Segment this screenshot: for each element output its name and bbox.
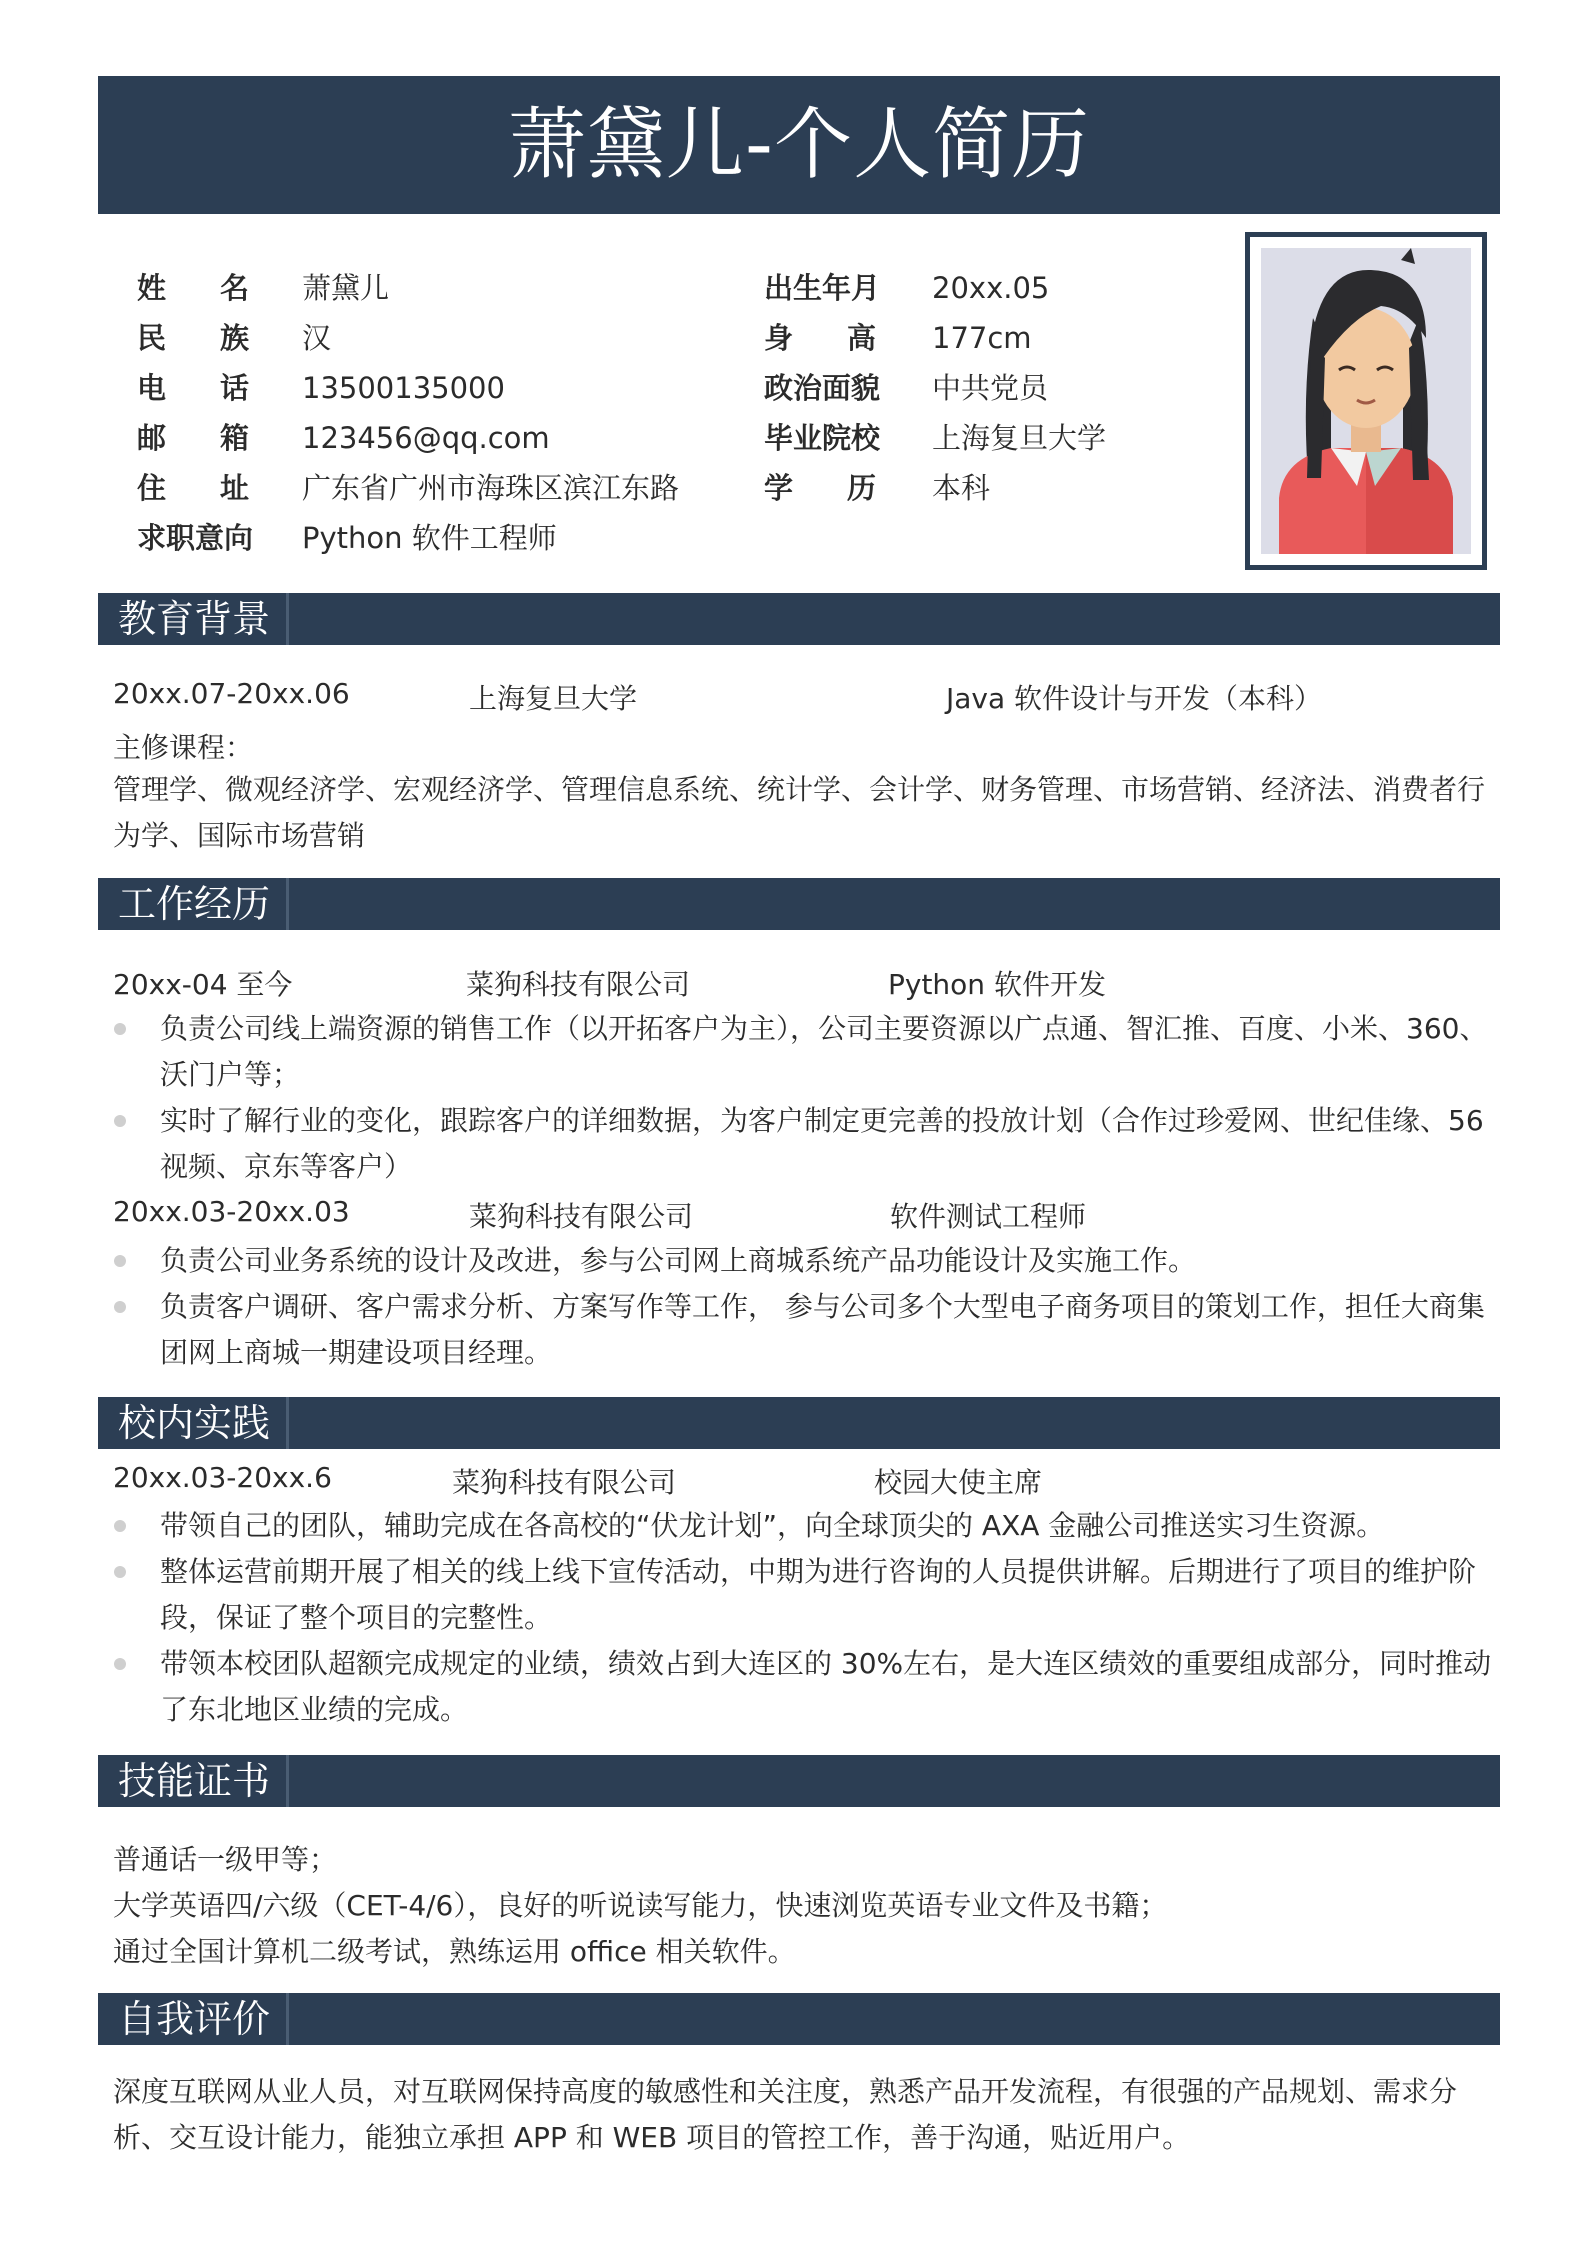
job-bullet: 负责公司业务系统的设计及改进，参与公司网上商城系统产品功能设计及实施工作。 xyxy=(160,1244,1197,1277)
edu-major: Java 软件设计与开发（本科） xyxy=(946,682,1323,715)
info-row-birth xyxy=(764,263,1106,313)
job-bullet: 负责公司线上端资源的销售工作（以开拓客户为主），公司主要资源以广点通、智汇推、百度、小米、360、沃门户等； xyxy=(160,1012,1488,1091)
bullet-dot xyxy=(114,1520,126,1532)
label-char: 话 xyxy=(219,371,249,405)
job-company: 菜狗科技有限公司 xyxy=(469,1200,694,1233)
edu-courses: 管理学、微观经济学、宏观经济学、管理信息系统、统计学、会计学、财务管理、市场营销、经济法、消费者行为学、国际市场营销 xyxy=(113,773,1486,852)
resume-title: 萧黛儿-个人简历 xyxy=(98,76,1500,214)
politics-label: 政治面貌 xyxy=(764,371,881,405)
campus-company: 菜狗科技有限公司 xyxy=(452,1466,677,1499)
label-char: 民 xyxy=(137,321,167,355)
job-bullet: 负责客户调研、客户需求分析、方案写作等工作， 参与公司多个大型电子商务项目的策划工作，担任大商集团网上商城一期建设项目经理。 xyxy=(160,1290,1485,1369)
label-char: 住 xyxy=(137,471,167,505)
bullet-dot xyxy=(114,1023,126,1035)
info-height: 177cm xyxy=(932,321,1032,355)
campus-bullet: 带领本校团队超额完成规定的业绩，绩效占到大连区的 30%左右，是大连区绩效的重要组成部分，同时推动了东北地区业绩的完成。 xyxy=(160,1647,1492,1726)
label-char: 历 xyxy=(846,471,876,505)
info-birth: 20xx.05 xyxy=(932,271,1050,305)
info-phone: 13500135000 xyxy=(302,371,505,405)
info-row-height xyxy=(764,313,1106,363)
bullet-dot xyxy=(114,1566,126,1578)
campus-bullet: 带领自己的团队，辅助完成在各高校的“伏龙计划”，向全球顶尖的 AXA 金融公司推送实习生资源。 xyxy=(160,1509,1385,1542)
info-row-objective xyxy=(137,513,679,563)
info-row-ethnicity xyxy=(137,313,679,363)
job-role: 软件测试工程师 xyxy=(890,1200,1087,1233)
job-role: Python 软件开发 xyxy=(888,968,1106,1001)
info-ethnicity: 汉 xyxy=(302,321,332,355)
section-work xyxy=(98,878,1500,930)
info-row-email xyxy=(137,413,679,463)
info-row-degree xyxy=(764,463,1106,513)
profile-photo xyxy=(1245,232,1487,570)
label-char: 名 xyxy=(219,271,249,305)
campus-role: 校园大使主席 xyxy=(874,1466,1043,1499)
bullet-dot xyxy=(114,1115,126,1127)
edu-period: 20xx.07-20xx.06 xyxy=(113,677,350,710)
campus-period: 20xx.03-20xx.6 xyxy=(113,1461,332,1494)
bullet-dot xyxy=(114,1255,126,1267)
section-title: 教育背景 xyxy=(98,593,289,645)
section-education xyxy=(98,593,1500,645)
job-company: 菜狗科技有限公司 xyxy=(466,968,691,1001)
edu-courses-label: 主修课程： xyxy=(113,731,254,764)
job-period: 20xx.03-20xx.03 xyxy=(113,1195,350,1228)
section-title: 校内实践 xyxy=(98,1397,289,1449)
section-skills xyxy=(98,1755,1500,1807)
info-name: 萧黛儿 xyxy=(302,271,390,305)
info-row-address xyxy=(137,463,679,513)
bullet-dot xyxy=(114,1658,126,1670)
birth-label: 出生年月 xyxy=(764,271,881,305)
basic-info-right xyxy=(764,263,1106,513)
info-email: 123456@qq.com xyxy=(302,421,550,455)
info-row-school xyxy=(764,413,1106,463)
section-campus xyxy=(98,1397,1500,1449)
label-char: 身 xyxy=(764,321,794,355)
edu-school: 上海复旦大学 xyxy=(469,682,638,715)
label-char: 箱 xyxy=(219,421,249,455)
avatar-illustration-icon xyxy=(1261,248,1471,554)
campus-bullet: 整体运营前期开展了相关的线上线下宣传活动，中期为进行咨询的人员提供讲解。后期进行了项目的维护阶段，保证了整个项目的完整性。 xyxy=(160,1555,1477,1634)
self-eval-text: 深度互联网从业人员，对互联网保持高度的敏感性和关注度，熟悉产品开发流程，有很强的产品规划、需求分析、交互设计能力，能独立承担 APP 和 WEB 项目的管控工作，善于沟通，贴近用户。 xyxy=(113,2075,1458,2154)
info-degree: 本科 xyxy=(932,471,991,505)
info-politics: 中共党员 xyxy=(932,371,1049,405)
section-title: 工作经历 xyxy=(98,878,289,930)
job-bullet: 实时了解行业的变化，跟踪客户的详细数据，为客户制定更完善的投放计划（合作过珍爱网、世纪佳缘、56 视频、京东等客户） xyxy=(160,1104,1484,1183)
label-char: 址 xyxy=(219,471,249,505)
label-char: 学 xyxy=(764,471,794,505)
section-self-eval xyxy=(98,1993,1500,2045)
basic-info-left xyxy=(137,263,679,563)
label-char: 姓 xyxy=(137,271,167,305)
label-char: 族 xyxy=(219,321,249,355)
skill-item: 普通话一级甲等； xyxy=(113,1843,338,1876)
info-objective: Python 软件工程师 xyxy=(302,521,557,555)
job-period: 20xx-04 至今 xyxy=(113,968,293,1001)
label-char: 邮 xyxy=(137,421,167,455)
info-row-phone xyxy=(137,363,679,413)
bullet-dot xyxy=(114,1301,126,1313)
info-school: 上海复旦大学 xyxy=(932,421,1107,455)
info-address: 广东省广州市海珠区滨江东路 xyxy=(302,471,680,505)
info-row-politics xyxy=(764,363,1106,413)
section-title: 技能证书 xyxy=(98,1755,289,1807)
skill-item: 通过全国计算机二级考试，熟练运用 office 相关软件。 xyxy=(113,1935,796,1968)
skill-item: 大学英语四/六级（CET-4/6），良好的听说读写能力，快速浏览英语专业文件及书籍； xyxy=(113,1889,1168,1922)
label-char: 高 xyxy=(846,321,876,355)
school-label: 毕业院校 xyxy=(764,421,881,455)
info-row-name xyxy=(137,263,679,313)
section-title: 自我评价 xyxy=(98,1993,289,2045)
label-char: 电 xyxy=(137,371,167,405)
objective-label: 求职意向 xyxy=(137,521,254,555)
